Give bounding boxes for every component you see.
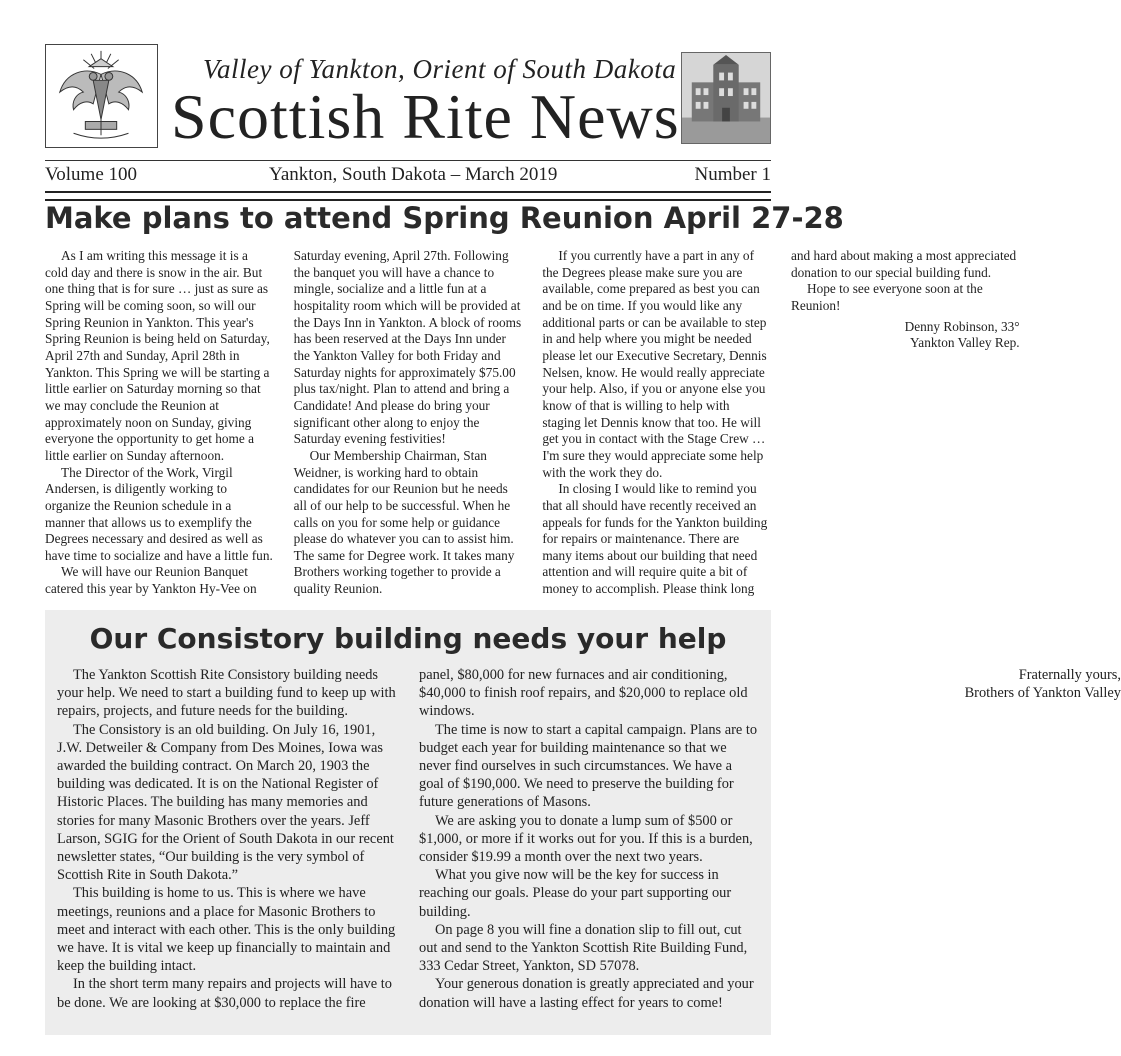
article-2-headline: Our Consistory building needs your help (89, 622, 727, 655)
masthead (45, 44, 771, 152)
issue-info-bar (45, 160, 771, 193)
newsletter-title: Scottish Rite News (171, 81, 680, 152)
article-2-signer: Brothers of Yankton Valley (964, 685, 1121, 702)
article-1-paragraph: As I am writing this message it is a cold day and there is snow in the air. But one thing that is for sure … just as sure as Spring will be coming soon, so will our Spring Reunion in Yankton. This year's Spring Reunion is being held on Saturday, April 27th and Sunday, April 28th in Yankton. This Spring we will be starting a little earlier on Saturday morning so that we may conclude the Reunion at approximately noon on Sunday, giving everyone the opportunity to get home a little earlier on Sunday afternoon. (45, 248, 270, 463)
article-1-paragraph: We will have our Reunion Banquet catered this year by Yankton Hy-Vee on Saturday evening, April 27th. Following the banquet you will have a chance to mingle, socialize and a little fun at a hospitality room which will be provided at the Days Inn in Yankton. A block of rooms has been reserved at the Days Inn under the Yankton Valley for both Friday and Saturday nights for approximately $75.00 plus tax/night. Plan to attend and bring a Candidate! And please do bring your significant other along to enjoy the Saturday evening festivities! (45, 248, 522, 597)
article-1-paragraph: If you currently have a part in any of the Degrees please make sure you are available, come prepared as best you can and be on time. If you would like any additional parts or can be available to step in and help where you might be needed please let our Executive Secretary, Dennis Nelsen, know. He would really appreciate your help. Also, if you or anyone else you know of that is willing to help with staging let Dennis know that too. He will get you in contact with the Stage Crew … I'm sure they would appreciate some help with the work they do. (542, 248, 767, 480)
article-1-paragraph: Hope to see everyone soon at the Reunion! (790, 281, 983, 313)
article-1-body (45, 248, 1020, 603)
building-fund-panel (45, 610, 1121, 1035)
article-2-paragraph: In the short term many repairs and projects will have to be done. We are looking at $30,000 to replace the fire panel, $80,000 for new furnaces and air conditioning, $40,000 to finish roof repairs, and $20,000 to replace old windows. (57, 667, 748, 1011)
masthead-tagline: Valley of Yankton, Orient of South Dakota (203, 54, 677, 84)
article-1-paragraph: The Director of the Work, Virgil Andersen, is diligently working to organize the Reunion schedule in a manner that allows us to exemplify the Degrees necessary and desired as well as have time to socialize and have a little fun. (45, 464, 273, 563)
article-2-paragraph: On page 8 you will fine a donation slip to fill out, cut out and send to the Yankton Scottish Rite Building Fund, 333 Cedar Street, Yankton, SD 57078. (419, 921, 748, 975)
article-1-signature-title: Yankton Valley Rep. (910, 335, 1020, 351)
article-2-paragraph: What you give now will be the key for success in reaching our goals. Please do your part supporting our building. (419, 867, 732, 920)
article-2-paragraph: Your generous donation is greatly appreciated and your donation will have a lasting effect for years to come! (419, 976, 754, 1011)
issue-place-date: Yankton, South Dakota – March 2019 (269, 164, 558, 185)
article-2-body (57, 666, 1121, 1026)
article-1-signature-name: Denny Robinson, 33° (904, 318, 1020, 334)
article-2-paragraph: The Yankton Scottish Rite Consistory building needs your help. We need to start a building fund to keep up with repairs, projects, and future needs for the building. (57, 667, 396, 720)
issue-number: Number 1 (694, 164, 771, 185)
article-1-paragraph: Our Membership Chairman, Stan Weidner, is working hard to obtain candidates for our Reunion but he needs all of our help to be successful. When he calls on you for some help or guidance please do whatever you can to assist him. The same for Degree work. It takes many Brothers working together to provide a quality Reunion. (293, 447, 515, 597)
double-headed-eagle-seal-icon (45, 44, 158, 148)
consistory-building-photo-icon (681, 52, 771, 144)
article-2-closing: Fraternally yours, (1018, 667, 1121, 683)
article-1-headline: Make plans to attend Spring Reunion April 27-28 (45, 201, 844, 235)
article-2-paragraph: This building is home to us. This is where we have meetings, reunions and a place for Masonic Brothers to meet and interact with each other. This is the only building we have. It is vital we keep up financially to maintain and keep the building intact. (57, 885, 396, 975)
article-2-paragraph: We are asking you to donate a lump sum of $500 or $1,000, or more if it works out for you. If this is a burden, consider $19.99 a month over the next two years. (419, 812, 753, 866)
article-2-paragraph: The Consistory is an old building. On July 16, 1901, J.W. Detweiler & Company from Des Moines, Iowa was awarded the building contract. On March 20, 1903 the building was dedicated. It is on the National Register of Historic Places. The building has many memories and stories for many Masonic Brothers over the years. Jeff Larson, SGIG for the Orient of South Dakota in our recent newsletter states, “Our building is the very symbol of Scottish Rite in South Dakota.” (57, 721, 394, 884)
double-rule-divider (45, 191, 771, 201)
issue-volume: Volume 100 (45, 164, 138, 185)
article-2-paragraph: The time is now to start a capital campaign. Plans are to budget each year for building maintenance so that we never find ourselves in such circumstances. We have a goal of $190,000. We need to preserve the building for future generations of Masons. (419, 721, 758, 811)
article-1-paragraph: In closing I would like to remind you that all should have recently received an appeals for funds for the Yankton building for repairs or maintenance. There are many items about our building that need attention and will require quite a bit of money to accomplish. Please think long and hard about making a most appreciated donation to our special building fund. (542, 248, 1017, 597)
